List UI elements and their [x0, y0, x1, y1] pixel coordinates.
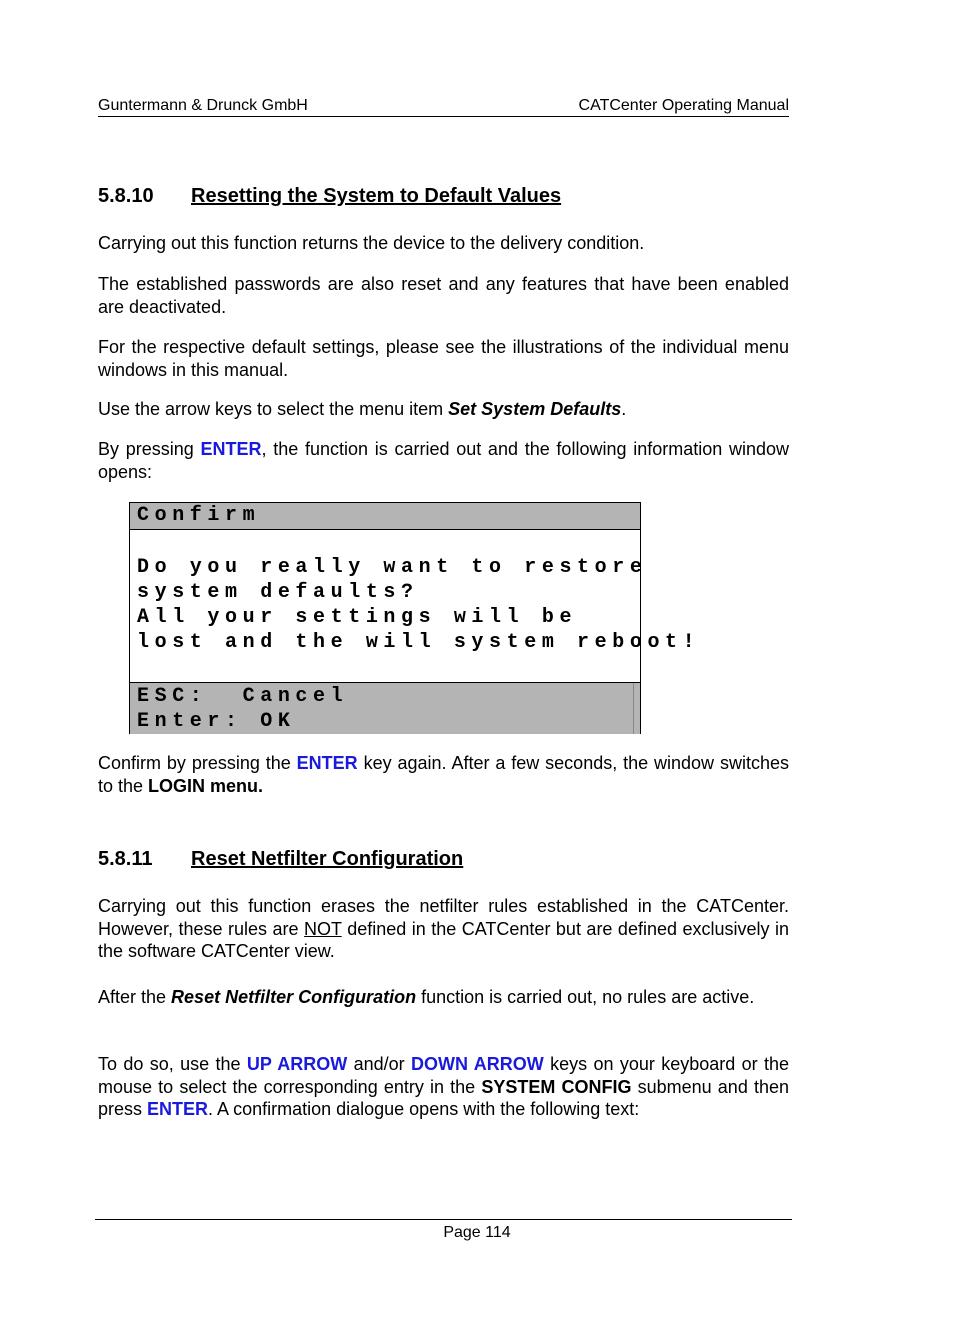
paragraph-text: Carrying out this function erases the netfilter rules established in the CATCenter. However, these rules are: [98, 896, 789, 939]
header-manual-title: CATCenter Operating Manual: [578, 97, 789, 114]
paragraph: [98, 986, 789, 1009]
dialog-message-line: All your settings will be: [137, 606, 578, 629]
paragraph: [98, 232, 789, 255]
paragraph-text: Use the arrow keys to select the menu item: [98, 399, 449, 419]
dialog-title: Confirm: [137, 504, 261, 527]
paragraph-text: and/or: [347, 1054, 412, 1074]
menu-name: SYSTEM CONFIG: [481, 1076, 632, 1097]
paragraph: [98, 438, 789, 483]
key-name: ENTER: [147, 1099, 209, 1119]
function-name: Reset Netfilter Configuration: [171, 987, 417, 1007]
paragraph-text: key again. After a few seconds, the window switches to the: [98, 753, 789, 796]
header-company: Guntermann & Drunck GmbH: [98, 97, 308, 114]
menu-item-name: Set System Defaults: [448, 399, 622, 419]
paragraph: [98, 398, 789, 421]
dialog-message: [137, 555, 700, 655]
confirm-dialog: [129, 502, 701, 734]
paragraph-text: For the respective default settings, please see the illustrations of the individual menu windows in this manual.: [98, 337, 789, 380]
section-title: Resetting the System to Default Values: [191, 185, 562, 207]
menu-name: LOGIN menu.: [148, 775, 264, 796]
esc-cancel-option[interactable]: ESC: Cancel: [137, 685, 349, 708]
dialog-message-line: system defaults?: [137, 581, 419, 604]
paragraph: [98, 273, 789, 318]
section-number: 5.8.11: [98, 848, 153, 870]
paragraph-text: . A confirmation dialogue opens with the following text:: [208, 1099, 640, 1119]
paragraph-text: By pressing: [98, 439, 201, 459]
dialog-message-line: lost and the will system reboot!: [137, 631, 701, 654]
key-name: ENTER: [200, 439, 262, 459]
page-number: Page 114: [443, 1224, 511, 1241]
enter-ok-option[interactable]: Enter: OK: [137, 710, 296, 733]
paragraph: [98, 1053, 789, 1121]
paragraph-text: submenu and then press: [98, 1076, 789, 1119]
paragraph-text: , the function is carried out and the following information window opens:: [98, 439, 789, 482]
paragraph-text: keys on your keyboard or the mouse to select the corresponding entry in the: [98, 1054, 790, 1097]
paragraph: [98, 895, 789, 963]
section-heading-5-8-11: [98, 847, 789, 871]
paragraph-text: .: [621, 399, 627, 419]
dialog-footer-panel: [130, 683, 634, 734]
paragraph-text: After the: [98, 987, 172, 1007]
paragraph-text: defined in the CATCenter but are defined exclusively in the software CATCenter view.: [98, 918, 789, 961]
paragraph: [98, 752, 789, 797]
paragraph-text: Confirm by pressing the: [98, 753, 297, 773]
paragraph-text: function is carried out, no rules are active.: [416, 987, 755, 1007]
footer-divider: [95, 1219, 792, 1220]
key-name: DOWN ARROW: [411, 1054, 544, 1074]
paragraph: [98, 336, 789, 381]
paragraph-text: The established passwords are also reset and any features that have been enabled are deactivated.: [98, 274, 789, 317]
section-heading-5-8-10: [98, 184, 789, 208]
section-title: Reset Netfilter Configuration: [191, 848, 464, 870]
key-name: UP ARROW: [246, 1054, 348, 1074]
page-header: [98, 97, 789, 117]
emphasis-not: NOT: [304, 918, 342, 939]
key-name: ENTER: [296, 753, 358, 773]
section-number: 5.8.10: [98, 185, 154, 207]
paragraph-text: To do so, use the: [98, 1054, 247, 1074]
dialog-footer: [130, 682, 640, 734]
dialog-message-line: Do you really want to restore: [137, 556, 648, 579]
dialog-titlebar: [130, 503, 640, 530]
paragraph-text: Carrying out this function returns the device to the delivery condition.: [98, 233, 645, 253]
